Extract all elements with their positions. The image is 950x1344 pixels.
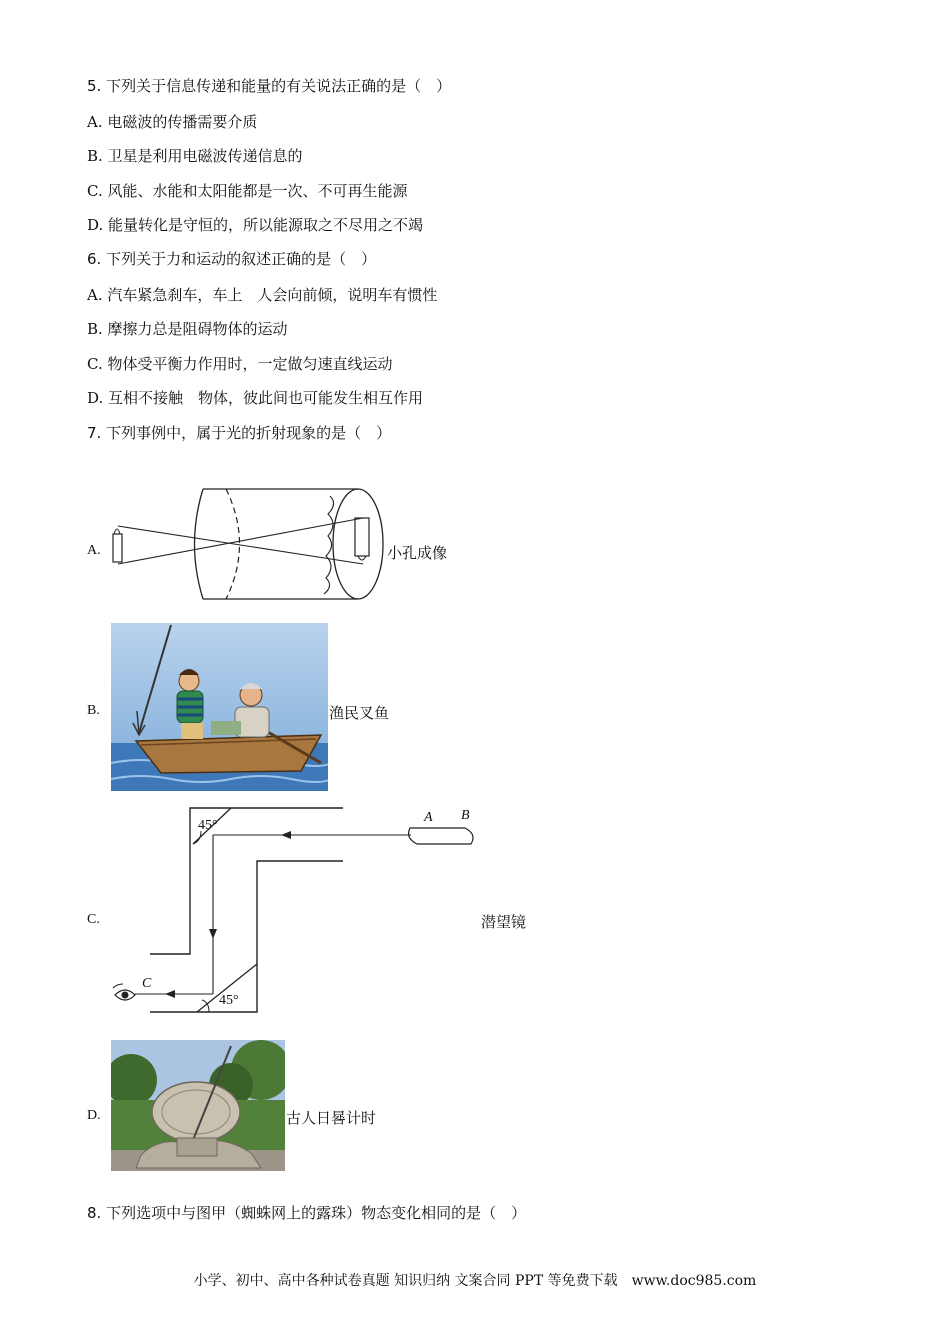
periscope-angle-top: 45° (198, 818, 218, 833)
fisherman-picture (111, 623, 328, 791)
q7-stem: 7. 下列事例中，属于光的折射现象的是（ ） (87, 424, 392, 442)
periscope-point-b: B (461, 808, 470, 823)
pinhole-camera-figure (108, 486, 388, 604)
q6-stem: 6. 下列关于力和运动的叙述正确的是（ ） (87, 250, 377, 268)
q5-option-b: B. 卫星是利用电磁波传递信息的 (87, 147, 303, 165)
q8-stem: 8. 下列选项中与图甲（蜘蛛网上的露珠）物态变化相同的是（ ） (87, 1204, 527, 1222)
sundial-picture (111, 1040, 285, 1171)
page-footer: 小学、初中、高中各种试卷真题 知识归纳 文案合同 PPT 等免费下载 www.doc985.com (193, 1273, 757, 1289)
q7-label-b: B. (87, 703, 100, 718)
q7-caption-a: 小孔成像 (387, 544, 448, 562)
q7-caption-c: 潜望镜 (481, 913, 527, 931)
q6-option-a: A. 汽车紧急刹车，车上 人会向前倾，说明车有惯性 (87, 286, 438, 304)
q7-caption-d: 古人日晷计时 (286, 1109, 377, 1127)
q7-caption-b: 渔民叉鱼 (329, 704, 390, 722)
periscope-angle-bottom: 45° (219, 993, 239, 1008)
q6-option-d: D. 互相不接触 物体，彼此间也可能发生相互作用 (87, 389, 424, 407)
q5-option-c: C. 风能、水能和太阳能都是一次、不可再生能源 (87, 182, 408, 200)
q7-label-c: C. (87, 912, 100, 927)
q5-stem: 5. 下列关于信息传递和能量的有关说法正确的是（ ） (87, 77, 452, 95)
q6-option-c: C. 物体受平衡力作用时，一定做匀速直线运动 (87, 355, 393, 373)
periscope-point-c: C (142, 976, 152, 991)
q7-label-a: A. (87, 543, 101, 558)
periscope-diagram (105, 804, 485, 1019)
q5-option-a: A. 电磁波的传播需要介质 (87, 113, 258, 131)
periscope-point-a: A (424, 810, 433, 825)
q6-option-b: B. 摩擦力总是阻碍物体的运动 (87, 320, 288, 338)
q7-label-d: D. (87, 1108, 101, 1123)
q5-option-d: D. 能量转化是守恒的，所以能源取之不尽用之不竭 (87, 216, 424, 234)
